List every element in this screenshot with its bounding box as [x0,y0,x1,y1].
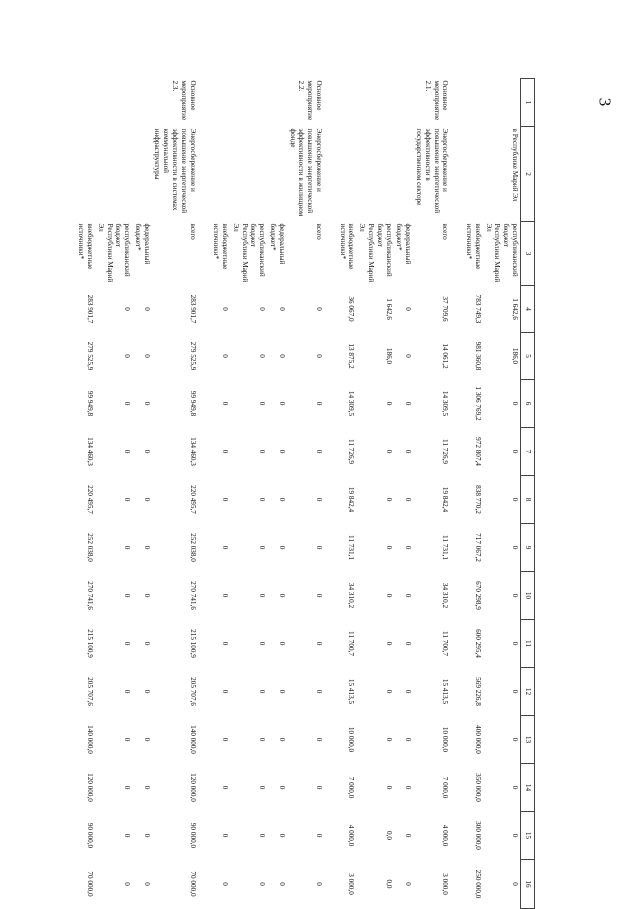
value-cell: 783 749,3 [473,294,482,324]
value-cell: 0 [142,833,151,838]
source-cell: внебюджетные источники* [338,223,356,270]
value-cell: 0 [511,689,519,694]
value-cell: 300 000,0 [473,821,482,850]
measure-cell [230,79,267,127]
value-cell: 0 [277,449,286,454]
measure-cell [132,79,152,127]
value-cell: 0 [123,593,132,598]
measure-cell [211,79,231,127]
value-cell: 0 [384,689,393,694]
value-cell: 11 726,9 [441,439,450,464]
value-cell: 220 495,7 [188,485,197,514]
value-cell: 0 [142,354,151,358]
value-cell: 0 [314,641,323,646]
measure-name-cell [394,127,414,222]
column-header-11: 11 [521,620,535,668]
value-cell: 0 [404,449,413,454]
value-cell: 0 [277,545,286,550]
value-cell: 0 [142,449,151,454]
value-cell: 0 [142,785,151,790]
value-cell: 0 [277,689,286,694]
value-cell: 120 000,0 [188,773,197,802]
table-row [132,79,152,909]
value-cell: 1 306 769,2 [473,386,482,421]
value-cell: 0 [258,307,267,311]
value-cell: 0 [221,307,230,311]
column-header-7: 7 [521,428,535,476]
value-cell: 10 000,0 [347,726,356,753]
value-cell: 10 000,0 [441,726,450,753]
measure-name-cell [132,127,152,222]
value-cell: 0 [511,833,519,838]
value-cell: 0 [277,307,286,311]
value-cell: 0 [314,833,323,838]
value-cell: 3 000,0 [441,873,450,895]
value-cell: 0 [384,785,393,790]
value-cell: 11 726,9 [347,439,356,464]
value-cell: 0 [142,497,151,502]
measure-cell [357,79,394,127]
value-cell: 250 000,0 [473,869,482,899]
measure-cell [95,79,132,127]
header-row [521,79,535,909]
value-cell: 0 [314,497,323,502]
value-cell: 11 700,7 [441,631,450,656]
table-row [483,79,521,909]
value-cell: 0 [277,785,286,790]
value-cell: 34 310,2 [347,582,356,609]
value-cell: 0 [258,689,267,694]
value-cell: 0 [384,641,393,646]
value-cell: 15 413,5 [347,678,356,705]
table-row [211,79,231,909]
value-cell: 0,0 [384,831,393,840]
value-cell: 140 000,0 [188,725,197,754]
source-cell: республиканский бюджет Республики Марий Эл [484,223,519,283]
value-cell: 0 [314,689,323,694]
source-cell: внебюджетные источники* [77,223,94,270]
value-cell: 0 [404,737,413,742]
value-cell: 0 [314,307,323,311]
value-cell: 0 [221,497,230,502]
value-cell: 569 226,8 [473,677,482,706]
value-cell: 0 [384,737,393,742]
value-cell: 0 [258,354,267,358]
value-cell: 0 [258,449,267,454]
value-cell: 0 [404,401,413,406]
value-cell: 0 [511,593,519,598]
value-cell: 0 [511,641,519,646]
value-cell: 0 [123,401,132,406]
value-cell: 0 [221,449,230,454]
value-cell: 0 [314,882,323,886]
value-cell: 0 [277,737,286,742]
measure-name-cell [357,127,394,222]
value-cell: 0 [511,785,519,790]
value-cell: 0 [221,833,230,838]
value-cell: 0 [258,593,267,598]
value-cell: 215 100,9 [85,629,94,658]
column-header-8: 8 [521,476,535,524]
column-header-14: 14 [521,764,535,812]
value-cell: 7 000,0 [347,776,356,799]
value-cell: 0 [123,641,132,646]
source-cell: республиканский бюджет Республики Марий Эл [96,223,132,283]
value-cell: 0 [221,785,230,790]
column-header-3: 3 [521,222,535,286]
table-row [394,79,414,909]
value-cell: 981 360,8 [473,341,482,371]
value-cell: 0 [258,497,267,502]
value-cell: 0 [384,545,393,550]
value-cell: 1 642,6 [511,298,519,320]
value-cell: 0 [511,497,519,502]
column-header-13: 13 [521,716,535,764]
source-cell: внебюджетные источники* [465,223,482,270]
column-header-2: 2 [521,127,535,222]
table-row [413,79,463,909]
table-row [357,79,394,909]
value-cell: 0 [404,497,413,502]
measure-name-cell: Энергосбережение и повышение энергетической эффективности в системах коммунальной инфраструктуры [153,128,197,214]
value-cell: 0 [511,449,519,454]
measure-name-cell [95,127,132,222]
value-cell: 0 [277,882,286,886]
value-cell: 0 [142,545,151,550]
financing-table [75,78,535,909]
value-cell: 36 067,0 [347,296,356,322]
value-cell: 0 [142,641,151,646]
value-cell: 279 525,9 [85,341,94,371]
value-cell: 0 [258,737,267,742]
source-cell: федеральный бюджет* [395,223,413,265]
value-cell: 283 901,7 [188,294,197,324]
value-cell: 11 731,1 [441,535,450,560]
value-cell: 0 [142,307,151,311]
value-cell: 11 731,1 [347,535,356,560]
value-cell: 0 [314,545,323,550]
value-cell: 0 [123,354,132,358]
value-cell: 0 [277,401,286,406]
value-cell: 0 [142,593,151,598]
value-cell: 0 [384,401,393,406]
measure-cell [463,79,483,127]
value-cell: 0 [404,354,413,358]
value-cell: 0 [277,497,286,502]
value-cell: 34 310,2 [441,582,450,609]
table-row [95,79,132,909]
value-cell: 0 [314,449,323,454]
value-cell: 0 [142,689,151,694]
value-cell: 252 038,0 [188,533,197,562]
value-cell: 0 [258,641,267,646]
value-cell: 0 [142,401,151,406]
value-cell: 0 [123,737,132,742]
column-header-16: 16 [521,860,535,909]
value-cell: 14 061,2 [441,343,450,369]
value-cell: 350 000,0 [473,773,482,802]
value-cell: 220 495,7 [85,485,94,514]
value-cell: 0 [277,354,286,358]
value-cell: 0 [511,401,519,406]
measure-cell [483,79,521,127]
value-cell: 205 707,6 [188,677,197,706]
value-cell: 70 000,0 [188,871,197,897]
value-cell: 0 [511,737,519,742]
measure-name-cell [267,127,287,222]
table-row [463,79,483,909]
value-cell: 134 460,3 [188,437,197,466]
column-header-4: 4 [521,286,535,333]
value-cell: 0 [123,833,132,838]
measure-cell: Основное мероприятие 2.2. [297,80,323,121]
value-cell: 0 [404,833,413,838]
value-cell: 270 741,6 [188,581,197,610]
table-row [287,79,337,909]
table-row [337,79,357,909]
column-header-15: 15 [521,812,535,860]
value-cell: 99 949,8 [188,390,197,417]
value-cell: 205 707,6 [85,677,94,706]
value-cell: 0 [221,354,230,358]
value-cell: 0 [314,593,323,598]
measure-name-cell [337,127,357,222]
value-cell: 0 [221,545,230,550]
value-cell: 0 [123,545,132,550]
measure-cell [267,79,287,127]
value-cell: 37 709,6 [441,296,450,322]
value-cell: 19 842,4 [441,486,450,513]
value-cell: 13 875,2 [347,343,356,369]
value-cell: 0 [404,545,413,550]
measure-name-cell [230,127,267,222]
value-cell: 0 [384,593,393,598]
value-cell: 15 413,5 [441,678,450,705]
value-cell: 0 [277,641,286,646]
value-cell: 0 [384,497,393,502]
measure-name-cell [75,127,95,222]
source-cell: всего [314,223,323,240]
measure-name-cell [211,127,231,222]
value-cell: 0 [221,882,230,886]
value-cell: 0 [258,785,267,790]
value-cell: 0 [258,545,267,550]
value-cell: 972 807,4 [473,437,482,466]
value-cell: 0 [221,689,230,694]
value-cell: 140 000,0 [85,725,94,754]
value-cell: 0,0 [384,879,393,889]
measure-cell [337,79,357,127]
measure-cell [394,79,414,127]
value-cell: 99 949,8 [85,390,94,417]
value-cell: 0 [404,882,413,886]
value-cell: 0 [277,833,286,838]
value-cell: 0 [314,785,323,790]
measure-name-cell: в Республике Марий Эл [511,128,519,202]
value-cell: 0 [511,545,519,550]
value-cell: 1 642,6 [384,298,393,320]
value-cell: 0 [221,593,230,598]
column-header-10: 10 [521,572,535,620]
value-cell: 0 [404,307,413,311]
page-number: 3 [595,97,615,107]
value-cell: 252 038,0 [85,533,94,562]
value-cell: 70 000,0 [85,871,94,897]
value-cell: 90 000,0 [188,822,197,849]
value-cell: 0 [277,593,286,598]
column-header-9: 9 [521,524,535,572]
value-cell: 0 [258,401,267,406]
value-cell: 0 [142,737,151,742]
value-cell: 11 700,7 [347,631,356,656]
column-header-5: 5 [521,333,535,380]
source-cell: внебюджетные источники* [212,223,230,270]
value-cell: 0 [123,785,132,790]
table-row [267,79,287,909]
value-cell: 0 [258,882,267,886]
value-cell: 186,0 [384,347,393,365]
value-cell: 0 [314,401,323,406]
value-cell: 19 842,4 [347,486,356,513]
value-cell: 0 [511,882,519,886]
value-cell: 0 [404,689,413,694]
column-header-1: 1 [521,79,535,127]
value-cell: 186,0 [511,347,519,365]
table-row [152,79,211,909]
value-cell: 0 [384,449,393,454]
source-cell: республиканский бюджет Республики Марий Эл [358,223,393,283]
value-cell: 134 460,3 [85,437,94,466]
value-cell: 0 [221,737,230,742]
measure-name-cell: Энергосбережение и повышение энергетической эффективности в государственном секторе [414,128,450,214]
column-header-6: 6 [521,380,535,428]
value-cell: 0 [142,882,151,886]
measure-name-cell: Энергосбережение и повышение энергетической эффективности в жилищном фонде [288,128,323,217]
value-cell: 0 [123,689,132,694]
value-cell: 0 [123,882,132,886]
value-cell: 14 309,5 [347,390,356,417]
value-cell: 120 000,0 [85,773,94,802]
value-cell: 7 000,0 [441,776,450,799]
column-header-12: 12 [521,668,535,716]
value-cell: 0 [221,641,230,646]
value-cell: 4 000,0 [441,824,450,847]
value-cell: 0 [404,785,413,790]
value-cell: 0 [314,737,323,742]
table-body [75,79,520,909]
value-cell: 4 000,0 [347,824,356,847]
value-cell: 0 [314,354,323,358]
value-cell: 14 309,5 [441,390,450,417]
measure-name-cell [463,127,483,222]
value-cell: 283 901,7 [85,294,94,324]
value-cell: 670 298,9 [473,581,482,610]
table-row [75,79,95,909]
source-cell: федеральный бюджет* [269,223,286,265]
value-cell: 3 000,0 [347,873,356,895]
value-cell: 90 000,0 [85,822,94,849]
table-row [230,79,267,909]
rotated-table-container [5,78,535,908]
value-cell: 0 [404,641,413,646]
source-cell: федеральный бюджет* [133,223,151,265]
source-cell: всего [441,223,450,240]
measure-cell [75,79,95,127]
value-cell: 838 770,2 [473,485,482,514]
value-cell: 600 295,4 [473,629,482,658]
value-cell: 270 741,6 [85,581,94,610]
value-cell: 0 [123,449,132,454]
measure-cell: Основное мероприятие 2.1. [423,80,450,121]
source-cell: республиканский бюджет Республики Марий Эл [231,223,267,283]
value-cell: 0 [221,401,230,406]
value-cell: 717 067,2 [473,533,482,562]
value-cell: 400 000,0 [473,725,482,754]
value-cell: 0 [123,497,132,502]
value-cell: 0 [258,833,267,838]
source-cell: всего [188,223,197,240]
value-cell: 279 525,9 [188,341,197,371]
value-cell: 0 [123,307,132,311]
value-cell: 0 [404,593,413,598]
measure-cell: Основное мероприятие 2.3. [171,80,197,121]
value-cell: 215 100,9 [188,629,197,658]
